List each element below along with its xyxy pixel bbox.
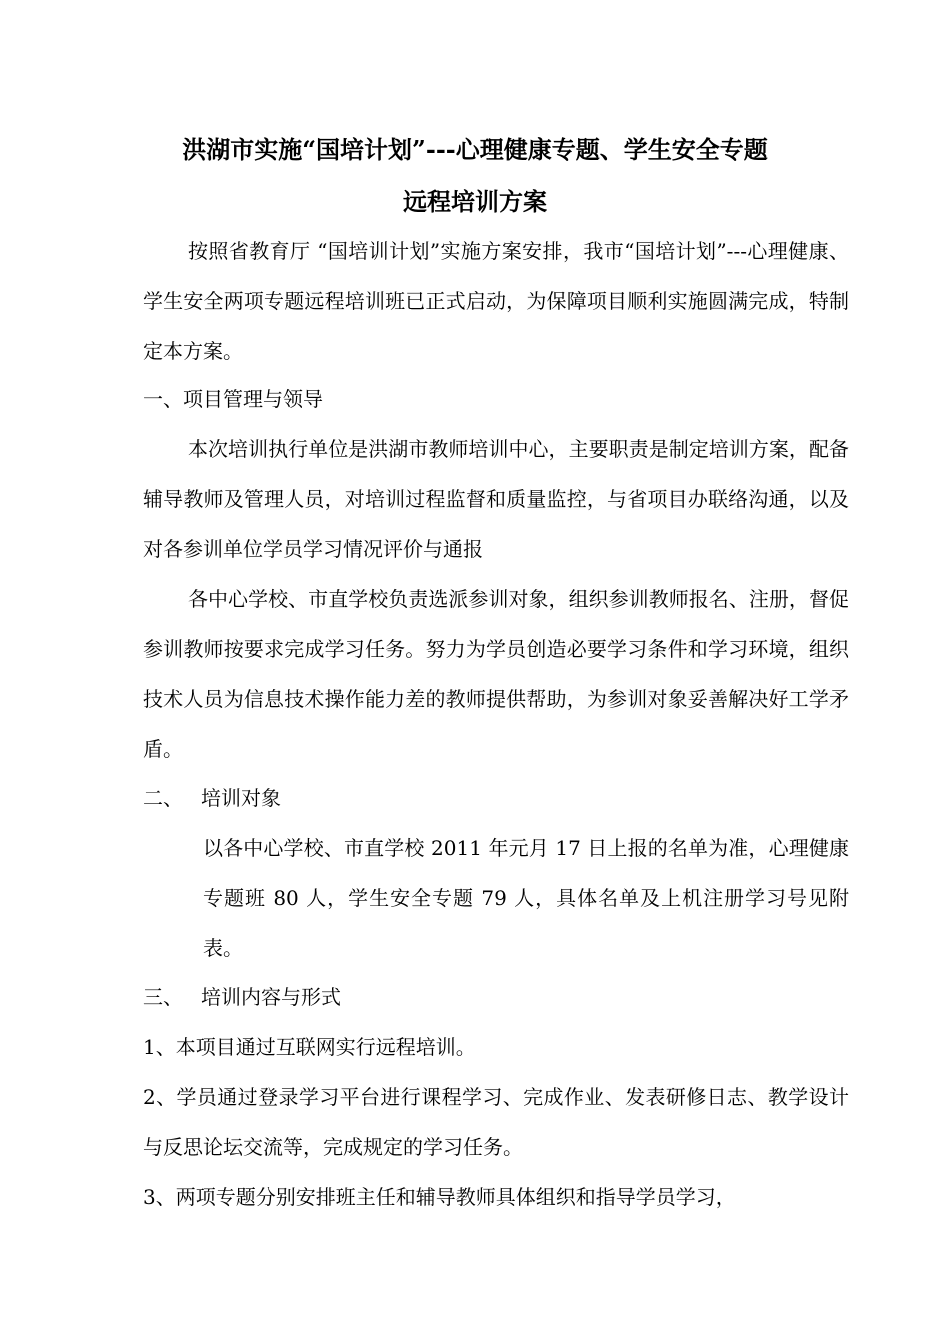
- section-2-heading: [143, 773, 849, 823]
- document-title-line-1: 洪湖市实施“国培计划”---心理健康专题、学生安全专题: [182, 135, 768, 164]
- section-3-title: 培训内容与形式: [201, 985, 341, 1009]
- section-3-item-3: 3、两项专题分别安排班主任和辅导教师具体组织和指导学员学习，: [143, 1185, 736, 1209]
- section-3-item-2: 2、学员通过登录学习平台进行课程学习、完成作业、发表研修日志、教学设计与反思论坛交流等，完成规定的学习任务。: [143, 1085, 849, 1159]
- section-3-number: 三、: [143, 985, 183, 1009]
- section-3-heading: [143, 972, 849, 1022]
- section-1-paragraph-2: 各中心学校、市直学校负责选派参训对象，组织参训教师报名、注册，督促参训教师按要求完成学习任务。努力为学员创造必要学习条件和学习环境，组织技术人员为信息技术操作能力差的教师提供帮助，为参训对象妥善解决好工学矛盾。: [143, 587, 849, 761]
- section-2-title: 培训对象: [201, 786, 281, 810]
- section-1-heading: 一、项目管理与领导: [143, 387, 323, 411]
- section-2-number: 二、: [143, 786, 183, 810]
- document-title-line-2: 远程培训方案: [403, 187, 547, 216]
- section-2-paragraph: 以各中心学校、市直学校 2011 年元月 17 日上报的名单为准，心理健康专题班 80 人，学生安全专题 79 人，具体名单及上机注册学习号见附表。: [203, 836, 849, 960]
- section-3-item-1: 1、本项目通过互联网实行远程培训。: [143, 1035, 476, 1059]
- section-1-paragraph-1: 本次培训执行单位是洪湖市教师培训中心，主要职责是制定培训方案，配备辅导教师及管理人员，对培训过程监督和质量监控，与省项目办联络沟通，以及对各参训单位学员学习情况评价与通报: [143, 437, 849, 561]
- intro-paragraph: 按照省教育厅 “国培训计划”实施方案安排，我市“国培计划”---心理健康、学生安全两项专题远程培训班已正式启动，为保障项目顺利实施圆满完成，特制定本方案。: [143, 239, 849, 363]
